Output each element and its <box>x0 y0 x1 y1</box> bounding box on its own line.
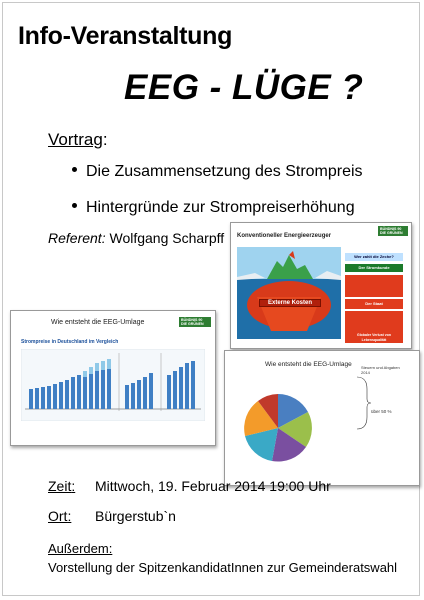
slide-title: Wie entsteht die EEG-Umlage <box>265 361 352 368</box>
page-title: Info-Veranstaltung <box>18 22 233 50</box>
vortrag-colon: : <box>102 130 108 149</box>
zeit-label-text: Zeit <box>48 478 72 494</box>
pie-chart-thumbnail <box>239 391 317 465</box>
slide-title: Wie entsteht die EEG-Umlage <box>51 319 145 326</box>
text-panel <box>345 311 403 333</box>
slide-thumbnail-bar-chart <box>10 310 216 446</box>
slide-title: Konventioneller Energieerzeuger <box>237 233 332 239</box>
referent-name: Wolfgang Scharpff <box>109 230 225 246</box>
ort-label-text: Ort <box>48 508 68 524</box>
iceberg-label: Externe Kosten <box>259 299 321 307</box>
ausserdem-text: Vorstellung der SpitzenkandidatInnen zur Gemeinderatswahl <box>48 560 398 575</box>
page-subtitle: EEG - LÜGE ? <box>124 68 364 107</box>
bracket-icon <box>355 375 371 431</box>
chart-heading: Strompreise in Deutschland im Vergleich <box>21 339 119 345</box>
gruene-logo: BÜNDNIS 90 DIE GRÜNEN <box>179 317 211 327</box>
vortrag-item-text: Hintergründe zur Strompreiserhöhung <box>86 199 355 216</box>
verlust-box: Globaler Verlust von Lebensqualität <box>345 333 403 343</box>
vortrag-label-text: Vortrag <box>48 130 103 149</box>
referent-label: Referent: <box>48 230 106 246</box>
vortrag-bullet <box>72 199 355 217</box>
iceberg-illustration <box>237 247 341 339</box>
slide-thumbnail-iceberg <box>230 222 412 349</box>
ort-label <box>48 508 71 524</box>
zeit-value: Mittwoch, 19. Februar 2014 19:00 Uhr <box>95 478 331 494</box>
staat-box: Der Staat <box>345 299 403 309</box>
ausserdem-label: Außerdem: <box>48 541 113 556</box>
ort-colon: : <box>67 508 72 524</box>
zeit-colon: : <box>71 478 76 494</box>
ort-value: Bürgerstub`n <box>95 508 176 524</box>
vortrag-bullet <box>72 163 363 181</box>
vortrag-item-text: Die Zusammensetzung des Strompreis <box>86 163 363 180</box>
gruene-logo: BÜNDNIS 90 DIE GRÜNEN <box>378 226 408 236</box>
bullet-icon <box>72 167 77 172</box>
bullet-icon <box>72 203 77 208</box>
question-box: Wer zahlt die Zeche? <box>345 253 403 261</box>
vortrag-heading <box>48 130 108 150</box>
stromkunde-box: Der Stromkunde <box>345 264 403 272</box>
percentage-note: über 50 % <box>371 409 392 414</box>
referent-line <box>48 230 224 246</box>
legend-block <box>321 391 357 461</box>
text-panel <box>345 275 403 297</box>
tax-note: Steuern und Abgaben 2014 <box>361 365 400 375</box>
slide-thumbnail-pie-chart <box>224 350 420 486</box>
bar-chart-thumbnail <box>21 349 205 421</box>
zeit-label <box>48 478 75 494</box>
